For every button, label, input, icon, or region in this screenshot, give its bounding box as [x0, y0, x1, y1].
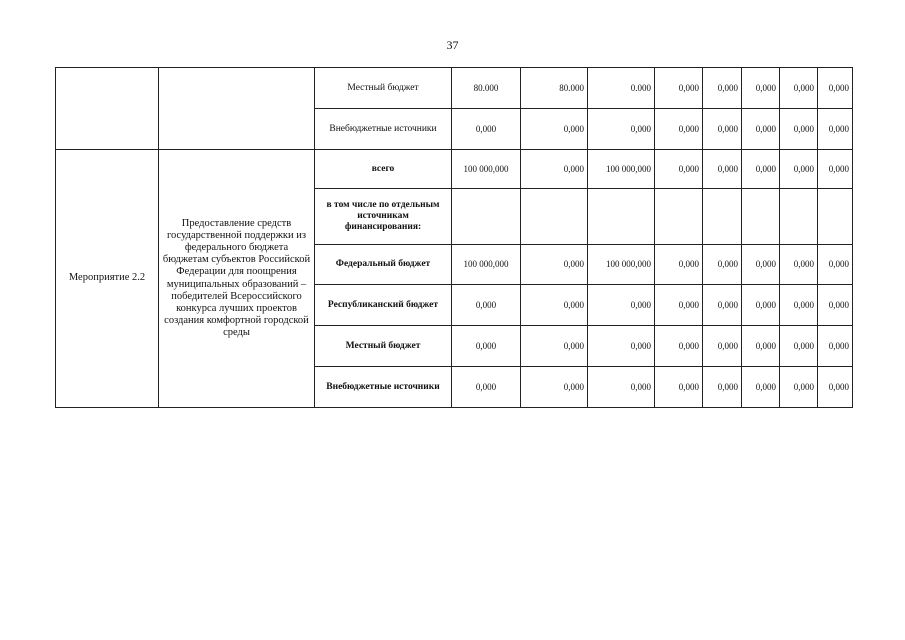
value-cell: 0,000: [452, 326, 521, 367]
value-cell: 0,000: [818, 68, 853, 109]
source-label: всего: [315, 150, 452, 189]
value-cell: [452, 189, 521, 245]
value-cell: 0,000: [703, 326, 742, 367]
value-cell: 0,000: [703, 150, 742, 189]
value-cell: [521, 189, 588, 245]
value-cell: 0,000: [780, 150, 818, 189]
value-cell: 0,000: [703, 285, 742, 326]
value-cell: 0,000: [521, 245, 588, 285]
value-cell: 100 000,000: [588, 150, 655, 189]
value-cell: 0,000: [742, 150, 780, 189]
value-cell: 0,000: [588, 367, 655, 408]
value-cell: 0,000: [742, 367, 780, 408]
value-cell: [655, 189, 703, 245]
value-cell: 0,000: [703, 109, 742, 150]
event-description: Предоставление средств государственной поддержки из федерального бюджета бюджетам субъектов Российской Федерации для поощрения муниципальных образований – победителей Всероссийского конкурса лучших проектов создания комфортной городской среды: [159, 150, 315, 408]
value-cell: 0,000: [818, 109, 853, 150]
value-cell: 0,000: [588, 285, 655, 326]
value-cell: 0,000: [655, 150, 703, 189]
page-number: 37: [446, 38, 459, 52]
value-cell: 0,000: [703, 245, 742, 285]
source-label: Внебюджетные источники: [315, 109, 452, 150]
value-cell: 0,000: [521, 367, 588, 408]
value-cell: 0,000: [521, 109, 588, 150]
value-cell: 0,000: [588, 109, 655, 150]
value-cell: [588, 189, 655, 245]
value-cell: 100 000,000: [452, 245, 521, 285]
value-cell: 0,000: [742, 245, 780, 285]
value-cell: 0,000: [742, 109, 780, 150]
value-cell: 0,000: [655, 68, 703, 109]
table-row: [56, 68, 853, 109]
table-row: [56, 150, 853, 189]
value-cell: 0,000: [452, 367, 521, 408]
event-cell-empty: [56, 68, 159, 150]
value-cell: 100 000,000: [588, 245, 655, 285]
value-cell: 0,000: [452, 285, 521, 326]
value-cell: 0,000: [742, 285, 780, 326]
value-cell: 0,000: [742, 68, 780, 109]
value-cell: 0,000: [818, 245, 853, 285]
source-label: Федеральный бюджет: [315, 245, 452, 285]
value-cell: [703, 189, 742, 245]
event-label: Мероприятие 2.2: [56, 150, 159, 408]
value-cell: 0,000: [780, 109, 818, 150]
value-cell: 80.000: [521, 68, 588, 109]
source-label: в том числе по отдельным источникам финансирования:: [315, 189, 452, 245]
value-cell: 0.000: [588, 68, 655, 109]
value-cell: 0,000: [588, 326, 655, 367]
source-label: Республиканский бюджет: [315, 285, 452, 326]
value-cell: 0,000: [655, 109, 703, 150]
value-cell: 0,000: [521, 285, 588, 326]
value-cell: 0,000: [780, 245, 818, 285]
value-cell: 0,000: [655, 245, 703, 285]
value-cell: [818, 189, 853, 245]
value-cell: 0,000: [818, 367, 853, 408]
value-cell: 0,000: [521, 326, 588, 367]
value-cell: 0,000: [655, 367, 703, 408]
value-cell: 0,000: [780, 68, 818, 109]
budget-table: [55, 67, 853, 408]
value-cell: [780, 189, 818, 245]
value-cell: 0,000: [818, 326, 853, 367]
value-cell: 0,000: [452, 109, 521, 150]
value-cell: 0,000: [521, 150, 588, 189]
value-cell: 0,000: [655, 326, 703, 367]
value-cell: 80.000: [452, 68, 521, 109]
value-cell: [742, 189, 780, 245]
value-cell: 0,000: [742, 326, 780, 367]
value-cell: 0,000: [780, 326, 818, 367]
value-cell: 0,000: [780, 367, 818, 408]
value-cell: 0,000: [703, 367, 742, 408]
value-cell: 100 000,000: [452, 150, 521, 189]
value-cell: 0,000: [703, 68, 742, 109]
source-label: Внебюджетные источники: [315, 367, 452, 408]
value-cell: 0,000: [655, 285, 703, 326]
value-cell: 0,000: [818, 285, 853, 326]
description-cell-empty: [159, 68, 315, 150]
value-cell: 0,000: [818, 150, 853, 189]
source-label: Местный бюджет: [315, 68, 452, 109]
source-label: Местный бюджет: [315, 326, 452, 367]
value-cell: 0,000: [780, 285, 818, 326]
